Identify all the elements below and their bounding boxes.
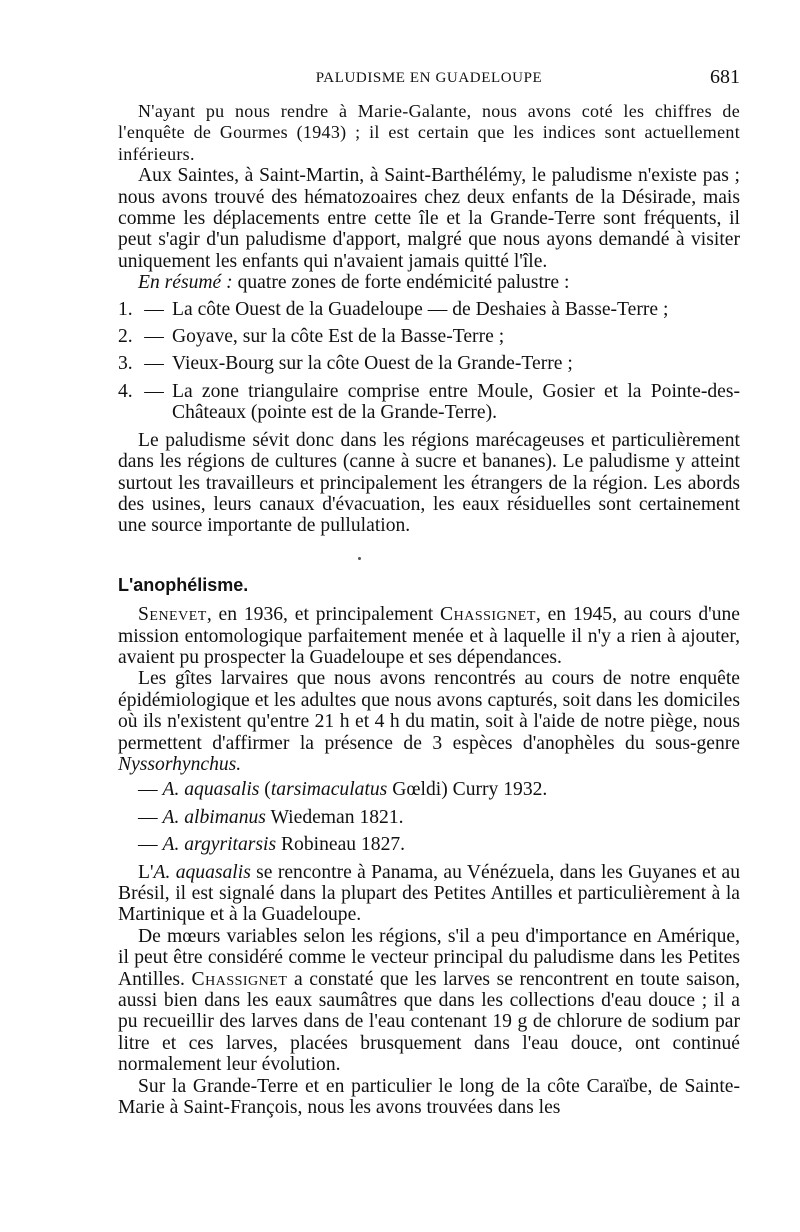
text-run: De mœurs variables selon les régions, s'il a peu d'importance en Amérique, il peut être considéré comme le vecteur principal du paludisme dans les Petites Antilles. bbox=[118, 925, 740, 990]
species-authority: Robineau 1827. bbox=[276, 834, 406, 856]
paragraph-resume bbox=[118, 272, 740, 293]
list-number: 3. bbox=[118, 353, 133, 375]
paragraph-gites bbox=[118, 668, 740, 775]
section-title: L'anophélisme. bbox=[118, 574, 249, 595]
species-list bbox=[118, 779, 740, 855]
separator-dot bbox=[358, 557, 361, 560]
resume-text: quatre zones de forte endémicité palustre : bbox=[232, 272, 570, 294]
list-dash: — bbox=[144, 326, 164, 348]
list-number: 4. bbox=[118, 380, 133, 402]
text-run: a constaté que les larves se rencontrent en toute saison, aussi bien dans les eaux saumâtres que dans les collections d'eau douce ; il a pu recueillir des larves dans de l'eau contenant 19 g de chlorure de sodium par litre et ces larves, placées brusquement dans l'eau douce, ont continué normalement leur évolution. bbox=[118, 968, 741, 1076]
species-name: A. aquasalis bbox=[153, 861, 251, 883]
list-item bbox=[118, 326, 740, 347]
list-dash: — bbox=[144, 353, 164, 375]
list-item bbox=[118, 381, 740, 424]
running-title: PALUDISME EN GUADELOUPE bbox=[315, 70, 543, 86]
species-authority: Gœldi) Curry 1932. bbox=[387, 779, 548, 801]
list-text: La zone triangulaire comprise entre Moule, Gosier et la Pointe-des-Châteaux (pointe est de la Grande-Terre). bbox=[172, 380, 740, 424]
paragraph-grande-terre: Sur la Grande-Terre et en particulier le long de la côte Caraïbe, de Sainte-Marie à Saint-François, nous les avons trouvées dans les bbox=[118, 1075, 740, 1119]
genus-name: Nyssorhynchus. bbox=[118, 753, 242, 775]
list-dash: — bbox=[144, 380, 164, 402]
species-name: A. argyritarsis bbox=[162, 834, 277, 856]
text-run: , en 1936, et principalement bbox=[206, 604, 441, 626]
species-item bbox=[118, 807, 740, 828]
species-synonym: tarsimaculatus bbox=[270, 779, 388, 801]
species-item bbox=[118, 779, 740, 800]
resume-label: En résumé : bbox=[138, 272, 233, 294]
list-item bbox=[118, 353, 740, 374]
author-name: Senevet bbox=[138, 604, 207, 626]
species-name: A. albimanus bbox=[162, 806, 266, 828]
text-run: Les gîtes larvaires que nous avons rencontrés au cours de notre enquête épidémiologique et les adultes que nous avons capturés, soit dans les domiciles où ils n'existent qu'entre 21 h et 4 h du matin, soit à l'aide de notre piège, nous permettent d'affirmer la présence de 3 espèces d'anophèles du sous-genre bbox=[118, 668, 740, 754]
page-number: 681 bbox=[710, 66, 740, 88]
list-number: 2. bbox=[118, 326, 133, 348]
species-name: A. aquasalis bbox=[162, 779, 260, 801]
text-run: ( bbox=[259, 779, 271, 801]
paragraph-saintes: Aux Saintes, à Saint-Martin, à Saint-Barthélémy, le paludisme n'existe pas ; nous avons trouvé des hématozoaires chez deux enfants de la Désirade, mais comme les déplacements entre cette île et la Grande-Terre sont fréquents, il peut s'agir d'un paludisme d'apport, malgré que nous ayons demandé à visiter uniquement les enfants qui n'avaient jamais quitté l'île. bbox=[118, 165, 740, 272]
species-dash: — bbox=[138, 834, 163, 856]
author-name: Chassignet bbox=[191, 968, 288, 990]
list-text: La côte Ouest de la Guadeloupe — de Deshaies à Basse-Terre ; bbox=[172, 298, 669, 320]
paragraph-aquasalis bbox=[118, 862, 740, 926]
text-run: , en 1945, au cours d'une mission entomologique parfaitement menée et à laquelle il n'y a rien à ajouter, avaient pu prospecter la Guadeloupe et ses dépendances. bbox=[118, 604, 740, 668]
text-run: se rencontre à Panama, au Vénézuela, dans les Guyanes et au Brésil, il est signalé dans la plupart des Petites Antilles et particulièrement à la Martinique et à la Guadeloupe. bbox=[118, 861, 740, 926]
species-item bbox=[118, 834, 740, 855]
species-dash: — bbox=[138, 806, 163, 828]
author-name: Chassignet bbox=[440, 604, 536, 626]
text-run: L' bbox=[138, 861, 154, 883]
list-dash: — bbox=[144, 298, 164, 320]
zones-list bbox=[118, 299, 740, 424]
paragraph-conclusion: Le paludisme sévit donc dans les régions marécageuses et particulièrement dans les régions de cultures (canne à sucre et bananes). Le paludisme y atteint surtout les travailleurs et principalement les étrangers de la région. Les abords des usines, leurs canaux d'évacuation, les eaux résiduelles sont certainement une source importante de pullulation. bbox=[118, 429, 740, 537]
paragraph-moeurs bbox=[118, 926, 740, 1076]
page-header bbox=[118, 66, 740, 92]
list-item bbox=[118, 299, 740, 320]
species-dash: — bbox=[138, 779, 163, 801]
list-text: Vieux-Bourg sur la côte Ouest de la Grande-Terre ; bbox=[172, 353, 573, 375]
section-separator bbox=[118, 537, 740, 575]
paragraph-marie-galante: N'ayant pu nous rendre à Marie-Galante, nous avons coté les chiffres de l'enquête de Gourmes (1943) ; il est certain que les indices sont actuellement inférieurs. bbox=[118, 101, 740, 164]
species-authority: Wiedeman 1821. bbox=[265, 806, 404, 828]
list-text: Goyave, sur la côte Est de la Basse-Terre ; bbox=[172, 326, 505, 348]
paragraph-senevet bbox=[118, 604, 740, 668]
list-number: 1. bbox=[118, 298, 133, 320]
body-text bbox=[118, 101, 740, 1118]
